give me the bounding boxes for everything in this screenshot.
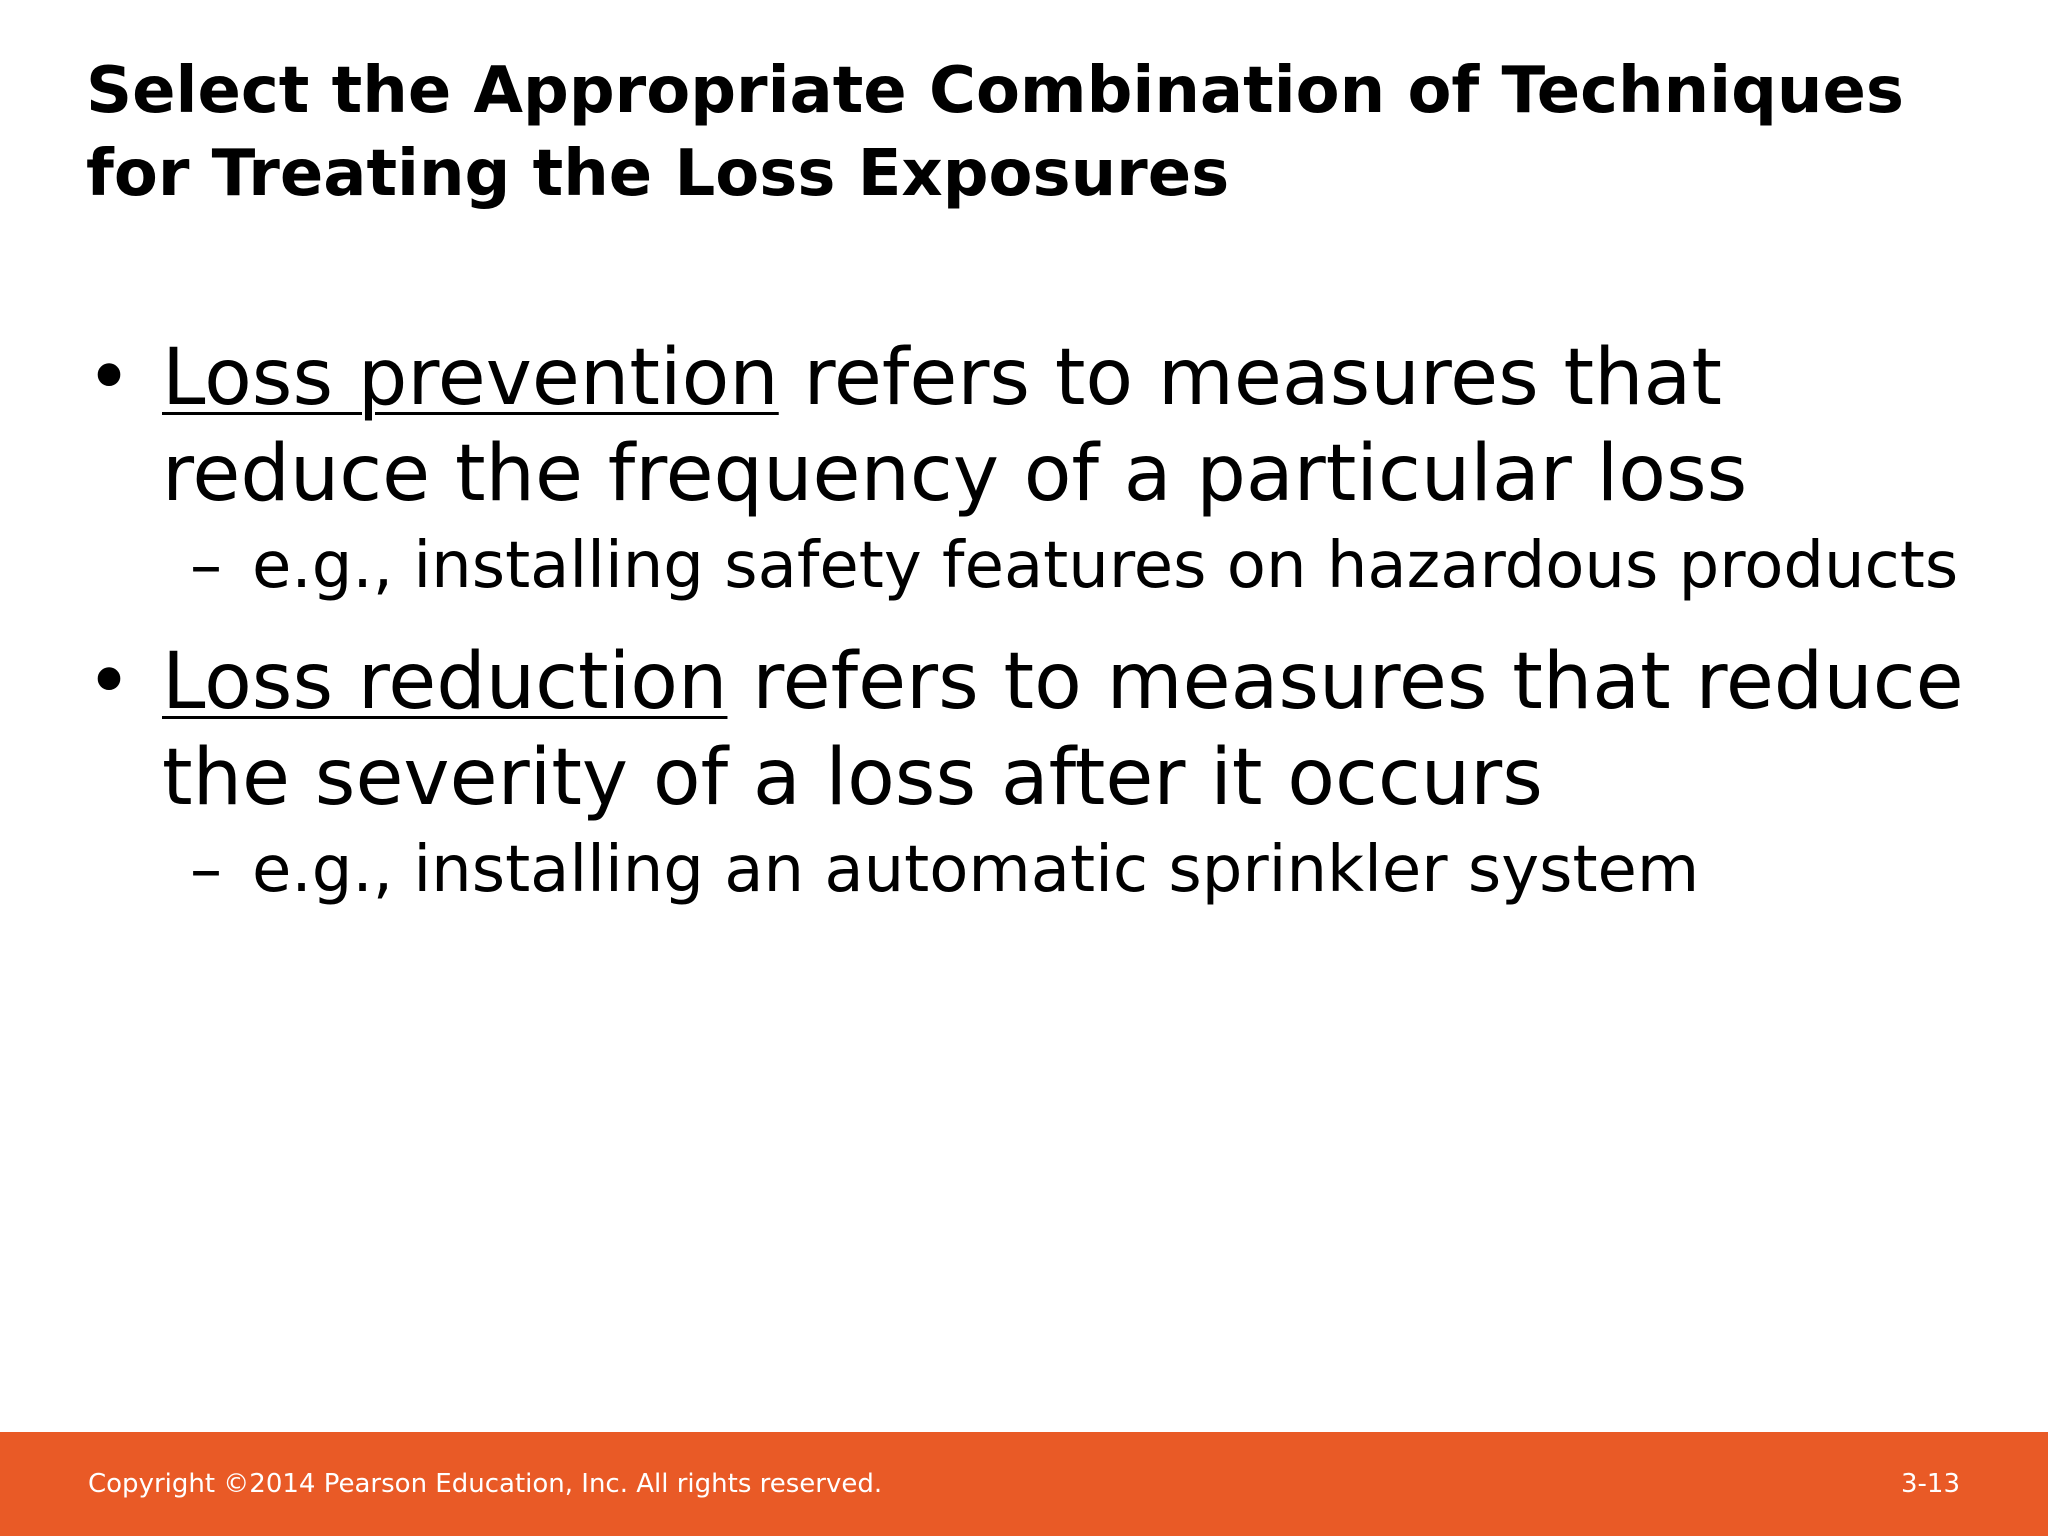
term-loss-reduction: Loss reduction bbox=[162, 637, 728, 727]
sub-bullet-loss-reduction-example bbox=[86, 830, 1986, 910]
bullet-text: refers to measures that reduce the severity of a loss after it occurs bbox=[162, 637, 1964, 823]
bullet-text: refers to measures that reduce the frequency of a particular loss bbox=[162, 333, 1748, 519]
sub-bullet-text: e.g., installing an automatic sprinkler system bbox=[252, 833, 1700, 907]
bullet-loss-prevention bbox=[86, 330, 1986, 522]
page-number: 3-13 bbox=[1900, 1469, 1960, 1499]
bullet-marker: • bbox=[86, 333, 133, 423]
footer-bar bbox=[0, 1432, 2048, 1536]
sub-bullet-text: e.g., installing safety features on hazardous products bbox=[252, 529, 1959, 603]
sub-bullet-loss-prevention-example bbox=[86, 526, 1986, 606]
bullet-marker: • bbox=[86, 637, 133, 727]
bullet-loss-reduction bbox=[86, 634, 1986, 826]
sub-bullet-marker: – bbox=[190, 833, 222, 907]
slide-title: Select the Appropriate Combination of Techniques for Treating the Loss Exposures bbox=[86, 54, 1904, 211]
slide-content bbox=[86, 330, 1986, 910]
term-loss-prevention: Loss prevention bbox=[162, 333, 779, 423]
copyright-text: Copyright ©2014 Pearson Education, Inc. All rights reserved. bbox=[88, 1469, 883, 1499]
sub-bullet-marker: – bbox=[190, 529, 222, 603]
